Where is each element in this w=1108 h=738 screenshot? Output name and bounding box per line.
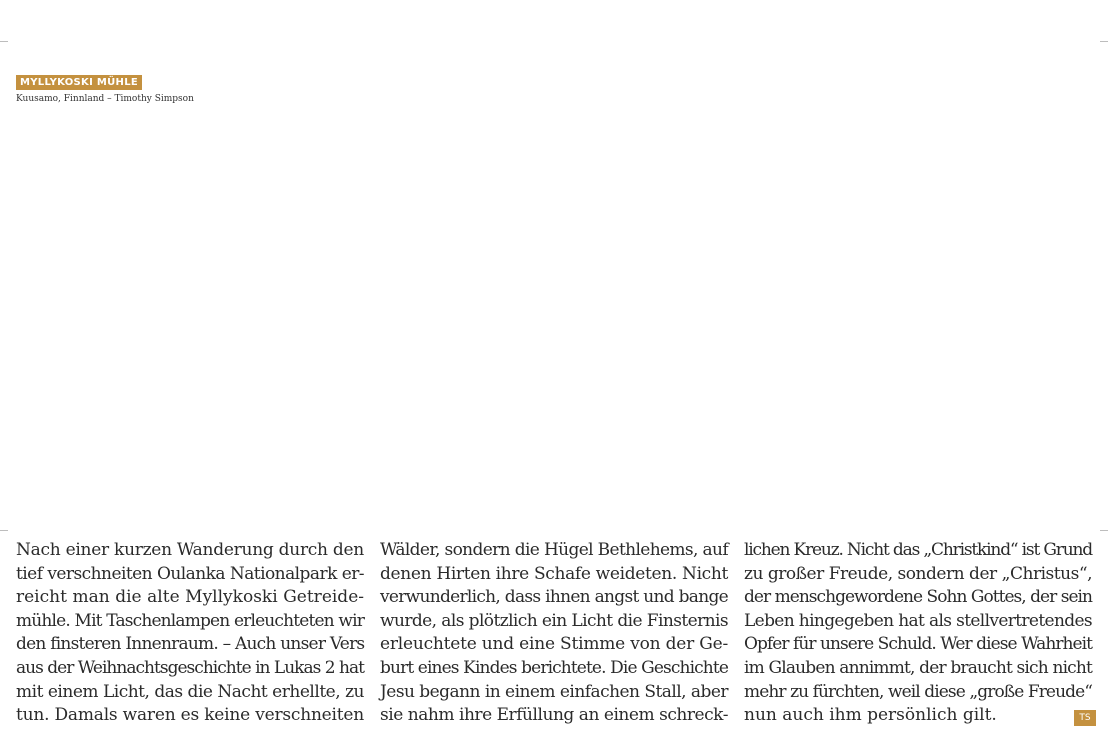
crop-mark-top-left [0, 41, 8, 42]
text-line: reicht man die alte Myllykoski Getreide- [16, 587, 364, 608]
text-line: mehr zu fürchten, weil diese „große Freude“ [744, 681, 1092, 702]
photo-caption [16, 70, 194, 105]
text-line: im Glauben annimmt, der braucht sich nicht [744, 657, 1092, 678]
crop-mark-bottom-right [1100, 530, 1108, 531]
text-line: Jesu begann in einem einfachen Stall, aber [380, 681, 728, 702]
crop-mark-top-right [1100, 41, 1108, 42]
text-line: tun. Damals waren es keine verschneiten [16, 705, 364, 726]
text-line: zu großer Freude, sondern der „Christus“, [744, 563, 1092, 584]
text-line: Nach einer kurzen Wanderung durch den [16, 540, 364, 560]
author-initials-badge: TS [1074, 710, 1096, 726]
photo-location-badge: MYLLYKOSKI MÜHLE [16, 75, 142, 90]
text-line: mit einem Licht, das die Nacht erhellte, zu [16, 681, 364, 702]
article-column-3 [744, 539, 1092, 728]
text-line: sie nahm ihre Erfüllung an einem schreck- [380, 705, 728, 726]
text-line: erleuchtete und eine Stimme von der Ge- [380, 634, 728, 655]
text-line: nun auch ihm persönlich gilt. [744, 705, 997, 726]
text-line: wurde, als plötzlich ein Licht die Finsternis [380, 610, 729, 631]
text-line: lichen Kreuz. Nicht das „Christkind“ ist Grund [744, 540, 1092, 560]
article-column-1 [16, 539, 364, 728]
text-line: mühle. Mit Taschenlampen erleuchteten wir [16, 610, 364, 631]
crop-mark-bottom-left [0, 530, 8, 531]
text-line: aus der Weihnachtsgeschichte in Lukas 2 hat [16, 657, 364, 678]
photo-credit: Kuusamo, Finnland – Timothy Simpson [16, 94, 194, 104]
text-line: tief verschneiten Oulanka Nationalpark er- [16, 563, 364, 584]
text-line: Leben hingegeben hat als stellvertretendes [744, 610, 1092, 631]
text-line: der menschgewordene Sohn Gottes, der sein [744, 587, 1092, 608]
text-line: Opfer für unsere Schuld. Wer diese Wahrheit [744, 634, 1092, 655]
text-line: burt eines Kindes berichtete. Die Geschichte [380, 657, 728, 678]
article-column-2 [380, 539, 728, 728]
text-line: Wälder, sondern die Hügel Bethlehems, auf [380, 540, 728, 560]
text-line: denen Hirten ihre Schafe weideten. Nicht [380, 563, 728, 584]
text-line: den finsteren Innenraum. – Auch unser Vers [16, 634, 365, 655]
text-line: verwunderlich, dass ihnen angst und bange [380, 587, 728, 608]
